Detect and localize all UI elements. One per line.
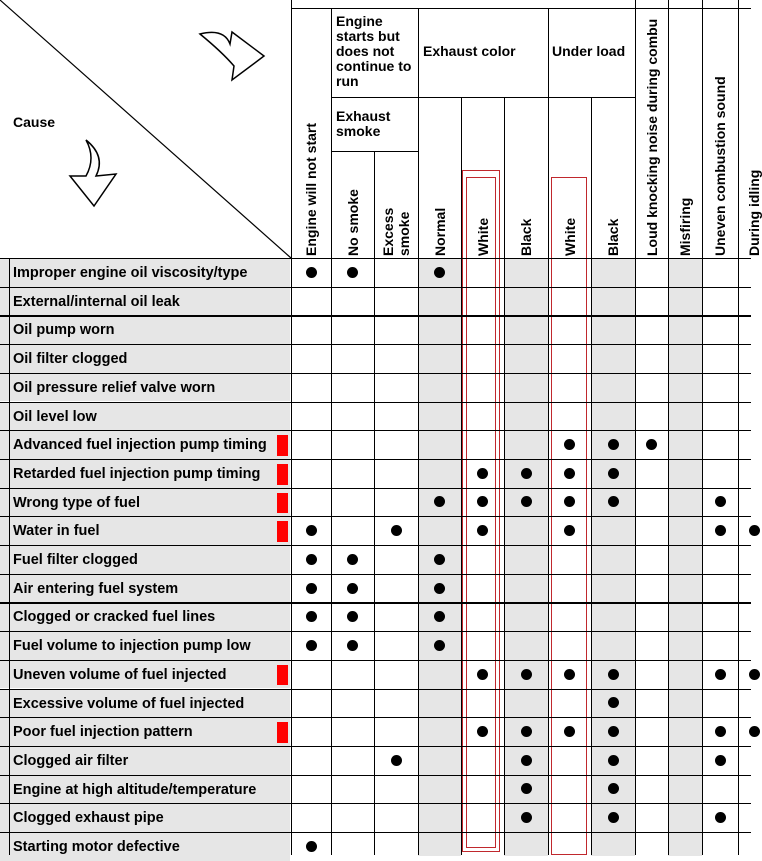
group-exhaust-smoke: Exhaust smoke	[336, 108, 391, 139]
red-flag-marker	[277, 722, 288, 743]
row-divider	[0, 459, 751, 460]
row-divider	[0, 516, 751, 517]
group-exhaust-color: Exhaust color	[423, 43, 516, 59]
row-divider	[0, 373, 751, 374]
column-divider	[461, 258, 462, 855]
column-header-label: Uneven combustion sound	[712, 76, 728, 256]
shaded-column	[504, 259, 548, 856]
row-cause-label: Clogged exhaust pipe	[13, 810, 164, 827]
header-group-line	[331, 97, 635, 98]
header-divider	[668, 0, 669, 258]
mark-dot	[306, 841, 317, 852]
column-header-label: Misfiring	[677, 197, 693, 256]
mark-dot	[608, 439, 619, 450]
shaded-column	[668, 259, 702, 856]
column-header-label: Loud knocking noise during combu	[643, 18, 660, 256]
mark-dot	[564, 468, 575, 479]
row-divider	[0, 803, 751, 804]
column-header-label: Black	[518, 218, 534, 256]
header-divider	[702, 0, 703, 258]
column-divider	[291, 0, 292, 855]
mark-dot	[564, 726, 575, 737]
column-divider	[418, 258, 419, 855]
column-header-label: White	[474, 217, 491, 256]
mark-dot	[347, 611, 358, 622]
column-divider	[591, 258, 592, 855]
column-divider	[504, 258, 505, 855]
column-divider	[738, 258, 739, 855]
mark-dot	[391, 525, 402, 536]
mark-dot	[521, 783, 532, 794]
header-top-line	[291, 8, 751, 9]
row-divider	[0, 287, 751, 288]
row-divider	[0, 488, 751, 489]
mark-dot	[347, 640, 358, 651]
mark-dot	[715, 669, 726, 680]
row-cause-label: Advanced fuel injection pump timing	[13, 437, 267, 454]
row-cause-label: Oil pump worn	[13, 322, 115, 339]
row-divider	[0, 660, 751, 661]
red-flag-marker	[277, 665, 288, 686]
mark-dot	[477, 468, 488, 479]
row-cause-label: Clogged or cracked fuel lines	[13, 609, 216, 626]
mark-dot	[306, 554, 317, 565]
column-divider	[548, 258, 549, 855]
header-divider	[504, 97, 505, 258]
column-header-label: Black	[605, 218, 621, 256]
mark-dot	[715, 726, 726, 737]
red-flag-marker	[277, 521, 288, 542]
header-divider	[374, 151, 375, 258]
mark-dot	[434, 267, 445, 278]
row-divider	[0, 430, 751, 431]
mark-dot	[347, 554, 358, 565]
row-divider	[0, 258, 751, 259]
row-cause-label: Improper engine oil viscosity/type	[13, 265, 248, 281]
mark-dot	[521, 726, 532, 737]
arrow-down-icon	[62, 138, 124, 210]
cause-label: Cause	[13, 114, 56, 130]
row-divider	[0, 574, 751, 575]
row-cause-label: Fuel volume to injection pump low	[13, 638, 251, 655]
row-divider	[0, 717, 751, 718]
row-divider	[0, 402, 751, 403]
mark-dot	[564, 439, 575, 450]
row-cause-label: Starting motor defective	[13, 839, 180, 855]
row-cause-label: Air entering fuel system	[13, 580, 179, 597]
arrow-right-icon	[196, 28, 268, 84]
mark-dot	[608, 697, 619, 708]
row-cause-label: Engine at high altitude/temperature	[13, 781, 257, 798]
row-divider	[0, 602, 751, 603]
row-cause-label: Uneven volume of fuel injected	[13, 666, 227, 683]
row-cause-label: Oil filter clogged	[13, 351, 128, 368]
mark-dot	[521, 468, 532, 479]
mark-dot	[434, 554, 445, 565]
mark-dot	[715, 496, 726, 507]
row-cause-label: Clogged air filter	[13, 752, 129, 769]
mark-dot	[306, 267, 317, 278]
row-cause-label: Oil level low	[13, 408, 97, 425]
column-divider	[635, 258, 636, 855]
column-header-label: White	[561, 217, 578, 256]
red-flag-marker	[277, 493, 288, 514]
column-header-label: Excess	[380, 207, 396, 256]
mark-dot	[749, 525, 760, 536]
mark-dot	[391, 755, 402, 766]
mark-dot	[434, 583, 445, 594]
header-divider	[418, 8, 419, 258]
mark-dot	[347, 267, 358, 278]
mark-dot	[608, 755, 619, 766]
header-divider	[548, 8, 549, 258]
row-divider	[0, 775, 751, 776]
column-header-label: During idling	[746, 169, 762, 256]
mark-dot	[715, 755, 726, 766]
column-header-label: Engine will not start	[303, 122, 319, 256]
row-cause-label: Excessive volume of fuel injected	[13, 695, 245, 712]
red-flag-marker	[277, 435, 288, 456]
mark-dot	[521, 755, 532, 766]
column-divider	[331, 258, 332, 855]
mark-dot	[608, 726, 619, 737]
mark-dot	[521, 812, 532, 823]
shaded-column	[591, 259, 635, 856]
group-engine-starts: Engine starts but does not continue to run	[336, 13, 412, 89]
mark-dot	[477, 726, 488, 737]
mark-dot	[608, 812, 619, 823]
row-divider	[0, 746, 751, 747]
row-divider	[0, 631, 751, 632]
row-divider	[0, 315, 751, 316]
mark-dot	[306, 640, 317, 651]
row-cause-label: External/internal oil leak	[13, 293, 180, 310]
row-cause-label: Retarded fuel injection pump timing	[13, 465, 261, 482]
mark-dot	[608, 669, 619, 680]
mark-dot	[749, 669, 760, 680]
mark-dot	[564, 669, 575, 680]
header-divider	[738, 0, 739, 258]
mark-dot	[434, 640, 445, 651]
mark-dot	[608, 468, 619, 479]
column-divider	[702, 258, 703, 855]
row-cause-label: Poor fuel injection pattern	[13, 724, 193, 741]
mark-dot	[347, 583, 358, 594]
column-header-label: smoke	[396, 211, 412, 256]
mark-dot	[715, 525, 726, 536]
header-divider	[635, 0, 636, 258]
row-divider	[0, 545, 751, 546]
mark-dot	[477, 669, 488, 680]
column-header-label: Normal	[431, 207, 448, 256]
row-cause-label: Oil pressure relief valve worn	[13, 379, 216, 396]
mark-dot	[306, 611, 317, 622]
header-divider	[591, 97, 592, 258]
header-divider	[331, 8, 332, 258]
left-border	[9, 258, 10, 855]
column-divider	[374, 258, 375, 855]
column-header-label: No smoke	[344, 189, 361, 256]
mark-dot	[749, 726, 760, 737]
column-divider	[668, 258, 669, 855]
row-divider	[0, 832, 751, 833]
mark-dot	[715, 812, 726, 823]
group-under-load: Under load	[552, 43, 626, 59]
mark-dot	[608, 783, 619, 794]
mark-dot	[521, 669, 532, 680]
red-flag-marker	[277, 464, 288, 485]
row-cause-label: Water in fuel	[13, 523, 100, 540]
row-cause-label: Wrong type of fuel	[13, 494, 141, 511]
row-divider	[0, 689, 751, 690]
mark-dot	[521, 496, 532, 507]
mark-dot	[306, 525, 317, 536]
mark-dot	[608, 496, 619, 507]
row-cause-label: Fuel filter clogged	[13, 552, 138, 568]
mark-dot	[306, 583, 317, 594]
highlight-box-white-exhaust-inner	[466, 177, 496, 848]
row-divider	[0, 344, 751, 345]
mark-dot	[646, 439, 657, 450]
